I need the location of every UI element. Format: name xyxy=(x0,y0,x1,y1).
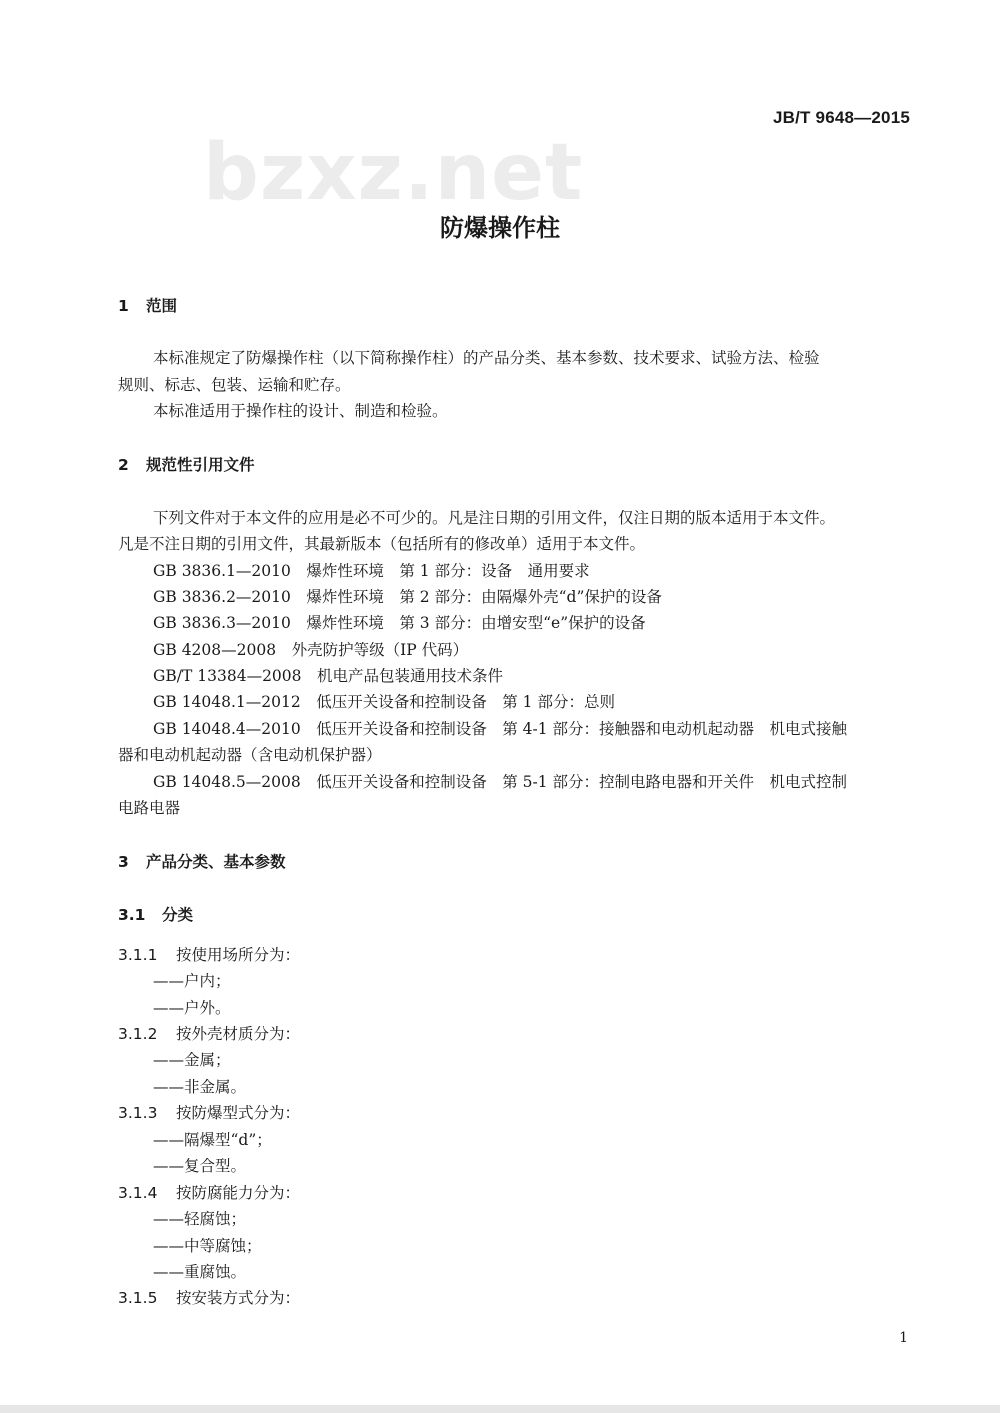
paragraph-line: 凡是不注日期的引用文件，其最新版本（包括所有的修改单）适用于本文件。 xyxy=(118,535,646,553)
standard-number: JB/T 9648—2015 xyxy=(773,108,910,127)
page-bottom-edge xyxy=(0,1405,1000,1413)
clause-number: 3.1.1 xyxy=(118,946,158,964)
list-item: ——重腐蚀。 xyxy=(153,1263,247,1281)
list-item: ——轻腐蚀； xyxy=(153,1210,247,1228)
subsection-title: 分类 xyxy=(162,906,194,924)
reference-item: GB 4208—2008 外壳防护等级（IP 代码） xyxy=(153,641,469,659)
list-item: ——非金属。 xyxy=(153,1078,247,1096)
page-number: 1 xyxy=(899,1330,908,1346)
section-heading-1 xyxy=(118,296,177,316)
clause-number: 3.1.3 xyxy=(118,1104,158,1122)
subsection-heading-3-1 xyxy=(118,905,193,925)
section-number: 2 xyxy=(118,456,129,474)
paragraph-line: 规则、标志、包装、运输和贮存。 xyxy=(118,376,351,394)
paragraph-line: 下列文件对于本文件的应用是必不可少的。凡是注日期的引用文件，仅注日期的版本适用于本文件。 xyxy=(153,509,836,527)
clause-3-1-3 xyxy=(118,1103,300,1123)
list-item: ——户外。 xyxy=(153,999,231,1017)
section-heading-3 xyxy=(118,852,286,872)
reference-item: GB 14048.1—2012 低压开关设备和控制设备 第 1 部分：总则 xyxy=(153,693,615,711)
reference-item: GB/T 13384—2008 机电产品包装通用技术条件 xyxy=(153,667,504,685)
list-item: ——户内； xyxy=(153,972,231,990)
section-title: 规范性引用文件 xyxy=(146,456,255,474)
document-title: 防爆操作柱 xyxy=(440,214,560,242)
clause-3-1-2 xyxy=(118,1024,300,1044)
clause-text: 按安装方式分为： xyxy=(176,1289,301,1307)
section-title: 产品分类、基本参数 xyxy=(146,853,286,871)
clause-number: 3.1.2 xyxy=(118,1025,158,1043)
section-number: 3 xyxy=(118,853,129,871)
section-heading-2 xyxy=(118,455,255,475)
clause-number: 3.1.4 xyxy=(118,1184,158,1202)
section-title: 范围 xyxy=(146,297,178,315)
section-number: 1 xyxy=(118,297,129,315)
clause-3-1-5 xyxy=(118,1288,300,1308)
reference-item: GB 14048.5—2008 低压开关设备和控制设备 第 5-1 部分：控制电路电器和开关件 机电式控制 xyxy=(153,773,848,791)
subsection-number: 3.1 xyxy=(118,906,146,924)
reference-item-continued: 电路电器 xyxy=(118,799,181,817)
clause-text: 按使用场所分为： xyxy=(176,946,301,964)
list-item: ——隔爆型“d”； xyxy=(153,1131,272,1149)
clause-text: 按防腐能力分为： xyxy=(176,1184,301,1202)
paragraph-line: 本标准规定了防爆操作柱（以下简称操作柱）的产品分类、基本参数、技术要求、试验方法、检验 xyxy=(153,349,820,367)
reference-item-continued: 器和电动机起动器（含电动机保护器） xyxy=(118,746,382,764)
reference-item: GB 3836.1—2010 爆炸性环境 第 1 部分：设备 通用要求 xyxy=(153,562,590,580)
reference-item: GB 3836.2—2010 爆炸性环境 第 2 部分：由隔爆外壳“d”保护的设备 xyxy=(153,588,662,606)
reference-item: GB 3836.3—2010 爆炸性环境 第 3 部分：由增安型“e”保护的设备 xyxy=(153,614,646,632)
reference-item: GB 14048.4—2010 低压开关设备和控制设备 第 4-1 部分：接触器和电动机起动器 机电式接触 xyxy=(153,720,848,738)
clause-text: 按防爆型式分为： xyxy=(176,1104,301,1122)
clause-text: 按外壳材质分为： xyxy=(176,1025,301,1043)
clause-number: 3.1.5 xyxy=(118,1289,158,1307)
watermark: bzxz.net xyxy=(203,128,584,218)
list-item: ——金属； xyxy=(153,1051,231,1069)
list-item: ——复合型。 xyxy=(153,1157,247,1175)
clause-3-1-4 xyxy=(118,1183,300,1203)
clause-3-1-1 xyxy=(118,945,300,965)
list-item: ——中等腐蚀； xyxy=(153,1237,262,1255)
paragraph-line: 本标准适用于操作柱的设计、制造和检验。 xyxy=(153,402,448,420)
